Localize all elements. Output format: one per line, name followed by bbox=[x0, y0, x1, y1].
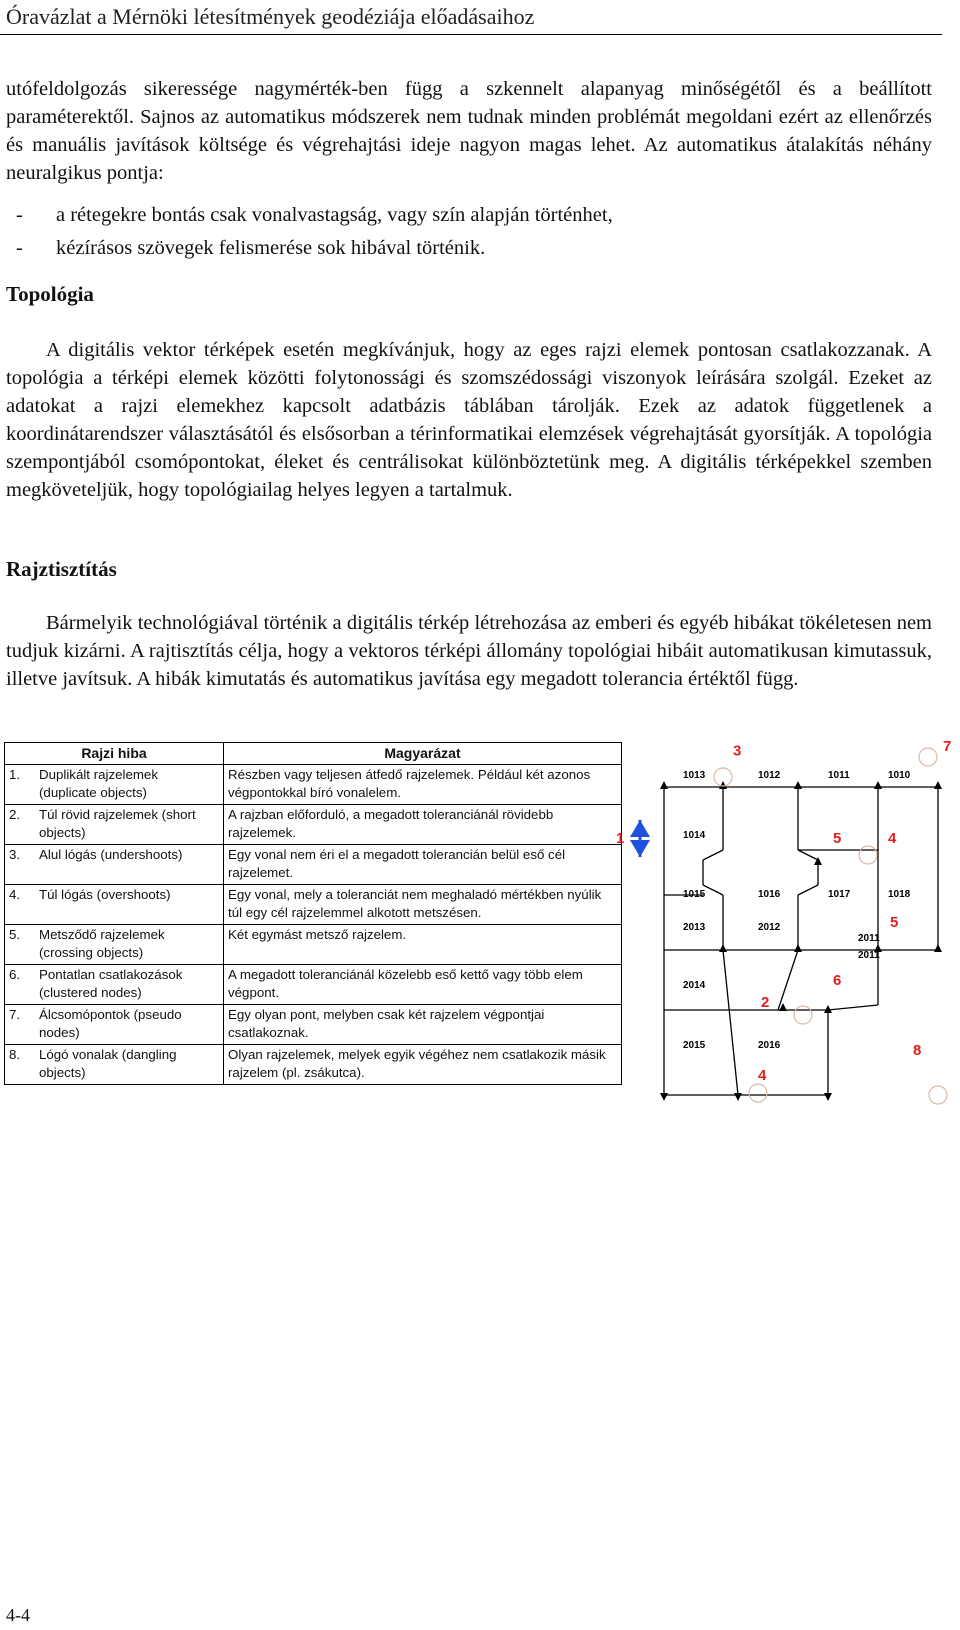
error-marker: 6 bbox=[833, 972, 842, 989]
error-description: Egy vonal nem éri el a megadott tolerancián belül eső cél rajzelemet. bbox=[224, 845, 622, 885]
parcel-label: 1013 bbox=[683, 770, 706, 781]
error-marker: 8 bbox=[913, 1042, 922, 1059]
parcel-label: 2016 bbox=[758, 1040, 781, 1051]
table-row bbox=[5, 885, 622, 925]
row-number: 5. bbox=[5, 925, 36, 965]
row-number: 6. bbox=[5, 965, 36, 1005]
parcel-label: 2015 bbox=[683, 1040, 706, 1051]
table-row bbox=[5, 965, 622, 1005]
parcel-label: 2012 bbox=[758, 922, 781, 933]
parcel-label: 1015 bbox=[683, 889, 706, 900]
error-markers bbox=[616, 738, 951, 1084]
error-description: A megadott toleranciánál közelebb eső kettő vagy több elem végpont. bbox=[224, 965, 622, 1005]
section-heading-topologia: Topológia bbox=[6, 282, 94, 306]
section-heading-rajztisztitas: Rajztisztítás bbox=[6, 557, 117, 581]
row-number: 7. bbox=[5, 1005, 36, 1045]
row-number: 2. bbox=[5, 805, 36, 845]
list-item: - kézírásos szövegek felismerése sok hibával történik. bbox=[16, 237, 486, 259]
parcel-label: 2014 bbox=[683, 980, 706, 991]
table-row bbox=[5, 1045, 622, 1085]
parcel-label: 1016 bbox=[758, 889, 781, 900]
error-name: Pontatlan csatlakozások (clustered nodes) bbox=[35, 965, 224, 1005]
parcel-label: 1018 bbox=[888, 889, 911, 900]
error-name: Duplikált rajzelemek (duplicate objects) bbox=[35, 765, 224, 805]
topology-errors-svg bbox=[616, 738, 958, 1120]
page-header bbox=[0, 0, 942, 35]
parcel-label: 2013 bbox=[683, 922, 706, 933]
error-description: Részben vagy teljesen átfedő rajzelemek. Például két azonos végpontokkal bíró vonalelem. bbox=[224, 765, 622, 805]
error-description: Egy vonal, mely a toleranciát nem meghaladó mértékben nyúlik túl egy cél rajzelemmel alkotott metszésen. bbox=[224, 885, 622, 925]
error-name: Túl rövid rajzelemek (short objects) bbox=[35, 805, 224, 845]
error-name: Alul lógás (undershoots) bbox=[35, 845, 224, 885]
error-types-table bbox=[4, 742, 625, 1085]
table-row bbox=[5, 805, 622, 845]
row-number: 8. bbox=[5, 1045, 36, 1085]
error-marker: 3 bbox=[733, 742, 742, 760]
topology-errors-diagram bbox=[616, 738, 958, 1120]
error-description: Két egymást metsző rajzelem. bbox=[224, 925, 622, 965]
error-name: Metsződő rajzelemek (crossing objects) bbox=[35, 925, 224, 965]
table-row bbox=[5, 925, 622, 965]
parcel-label: 2011 bbox=[858, 950, 880, 961]
error-name: Álcsomópontok (pseudo nodes) bbox=[35, 1005, 224, 1045]
column-header-explanation: Magyarázat bbox=[224, 743, 622, 765]
parcel-label: 1017 bbox=[828, 889, 851, 900]
error-marker: 4 bbox=[758, 1067, 767, 1084]
error-marker: 5 bbox=[833, 830, 842, 847]
error-description: A rajzban előforduló, a megadott toleranciánál rövidebb rajzelemek. bbox=[224, 805, 622, 845]
rajztisztitas-paragraph: Bármelyik technológiával történik a digitális térkép létrehozása az emberi és egyéb hibákat tökéletesen nem tudjuk kizárni. A rajtisztítás célja, hogy a vektoros térképi állomány topológiai hibáit automatikusan kimutassuk, illetve javítsuk. A hibák kimutatás és automatikus javítása egy megadott tolerancia értéktől függ. bbox=[6, 612, 932, 690]
error-marker: 7 bbox=[943, 738, 952, 755]
row-number: 1. bbox=[5, 765, 36, 805]
row-number: 4. bbox=[5, 885, 36, 925]
error-marker: 2 bbox=[761, 994, 770, 1011]
table-row bbox=[5, 765, 622, 805]
parcel-label: 1010 bbox=[888, 770, 911, 781]
error-marker: 5 bbox=[890, 914, 899, 931]
page-number: 4-4 bbox=[6, 1605, 30, 1625]
error-name: Túl lógás (overshoots) bbox=[35, 885, 224, 925]
parcel-label: 1011 bbox=[828, 770, 850, 781]
column-header-error: Rajzi hiba bbox=[5, 743, 224, 765]
intro-paragraph: utófeldolgozás sikeressége nagymérték-ben függ a szkennelt alapanyag minőségétől és a beállított paraméterektől. Sajnos az automatikus módszerek nem tudnak minden problémát megoldani ezért az ellenőrzés és manuális javítások költsége és végrehajtási ideje nagyon magas lehet. Az automatikus átalakítás néhány neuralgikus pontja: bbox=[6, 78, 932, 184]
intro-bullet-list bbox=[6, 201, 932, 262]
error-marker: 4 bbox=[888, 830, 897, 847]
parcel-label: 2011 bbox=[858, 933, 880, 944]
error-name: Lógó vonalak (dangling objects) bbox=[35, 1045, 224, 1085]
parcel-label: 1012 bbox=[758, 770, 781, 781]
table-header-row bbox=[5, 743, 622, 765]
parcel-label: 1014 bbox=[683, 830, 706, 841]
error-description: Egy olyan pont, melyben csak két rajzelem végpontjai csatlakoznak. bbox=[224, 1005, 622, 1045]
list-item: - a rétegekre bontás csak vonalvastagság, vagy szín alapján történhet, bbox=[16, 204, 613, 226]
topologia-paragraph: A digitális vektor térképek esetén megkívánjuk, hogy az eges rajzi elemek pontosan csatlakozzanak. A topológia a térképi elemek közötti folytonossági és szomszédossági viszonyok leírására szolgál. Ezeket az adatokat a rajzi elemekhez kapcsolt adatbázis táblában tárolják. Ezek az adatok függetlenek a koordinátarendszer választásától és elsősorban a térinformatikai elemzések végrehajtását gyorsítják. A topológia szempontjából csomópontokat, éleket és centrálisokat különböztetünk meg. A digitális térképekkel szemben megköveteljük, hogy topológiailag helyes legyen a tartalmuk. bbox=[6, 339, 932, 501]
error-description: Olyan rajzelemek, melyek egyik végéhez nem csatlakozik másik rajzelem (pl. zsákutca). bbox=[224, 1045, 622, 1085]
table-row bbox=[5, 845, 622, 885]
error-marker: 1 bbox=[616, 830, 625, 847]
row-number: 3. bbox=[5, 845, 36, 885]
duplicate-object-marker bbox=[630, 820, 650, 857]
header-title: Óravázlat a Mérnöki létesítmények geodéziája előadásaihoz bbox=[6, 4, 535, 29]
table-row bbox=[5, 1005, 622, 1045]
node-arrows bbox=[660, 781, 942, 1101]
